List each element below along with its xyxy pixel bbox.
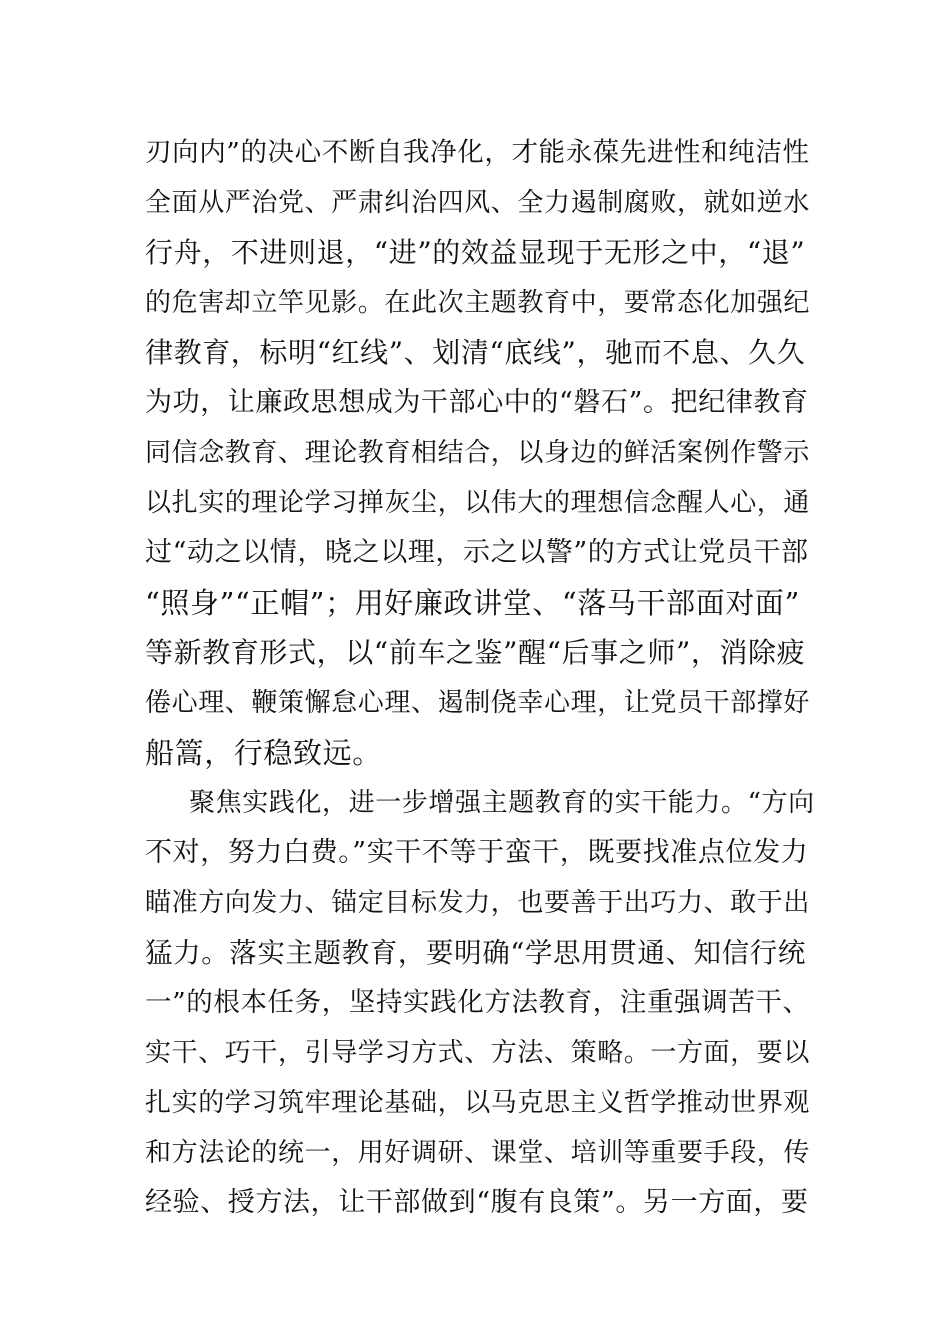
text-line: 不对，努力白费。”实干不等于蛮干，既要找准点位发力 [145,837,809,868]
text-line: 和方法论的统一，用好调研、课堂、培训等重要手段，传 [145,1138,811,1168]
text-line: 行舟，不进则退，“进”的效益显现于无形之中，“退” [145,236,806,269]
text-line: 以扎实的理论学习掸灰尘，以伟大的理想信念醒人心，通 [145,488,811,518]
text-line: 等新教育形式，以“前车之鉴”醒“后事之师”，消除疲 [145,636,806,669]
text-line: 船篙，行稳致远。 [145,736,382,770]
body-text [145,128,815,1228]
text-line: 全面从严治党、严肃纠治四风、全力遏制腐败，就如逆水 [145,188,811,218]
text-line: 律教育，标明“红线”、划清“底线”，驰而不息、久久 [145,336,806,369]
text-line: 倦心理、鞭策懈怠心理、遏制侥幸心理，让党员干部撑好 [145,688,811,718]
text-line: 实干、巧干，引导学习方式、方法、策略。一方面，要以 [145,1038,811,1068]
text-line: 过“动之以情，晓之以理，示之以警”的方式让党员干部 [145,537,809,568]
text-line: 同信念教育、理论教育相结合，以身边的鲜活案例作警示 [145,438,811,468]
text-line: “照身”“正帽”；用好廉政讲堂、“落马干部面对面” [145,586,800,620]
text-line: 瞄准方向发力、锚定目标发力，也要善于出巧力、敢于出 [145,888,811,918]
text-line: 刃向内”的决心不断自我净化，才能永葆先进性和纯洁性 [145,137,810,168]
text-line: 一”的根本任务，坚持实践化方法教育，注重强调苦干、 [145,987,810,1018]
text-line: 为功，让廉政思想成为干部心中的“磐石”。把纪律教育 [145,387,809,418]
text-line: 的危害却立竿见影。在此次主题教育中，要常态化加强纪 [145,288,811,318]
text-line: 猛力。落实主题教育，要明确“学思用贯通、知信行统 [145,937,806,969]
text-line: 经验、授方法，让干部做到“腹有良策”。另一方面，要 [145,1187,809,1218]
paragraph-start-line: 聚焦实践化，进一步增强主题教育的实干能力。“方向 [189,788,815,818]
text-line: 扎实的学习筑牢理论基础，以马克思主义哲学推动世界观 [145,1088,811,1118]
